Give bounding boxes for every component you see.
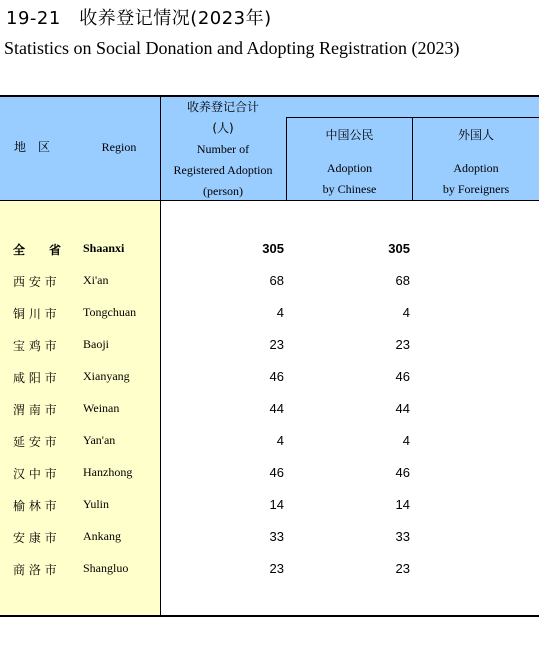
table-row (0, 361, 539, 393)
row-region-cn: 铜 川 市 (13, 307, 57, 321)
header-subrule (286, 117, 539, 118)
row-chinese: 68 (395, 273, 410, 288)
row-region-en: Xi'an (83, 273, 109, 287)
table-row (0, 329, 539, 361)
row-region-en: Hanzhong (83, 465, 133, 479)
row-region-cn: 全 省 (13, 243, 62, 257)
row-region-cn: 延 安 市 (13, 435, 57, 449)
row-total: 33 (269, 529, 284, 544)
row-region-cn: 安 康 市 (13, 531, 57, 545)
row-total: 23 (269, 337, 284, 352)
row-total: 4 (276, 433, 284, 448)
row-chinese: 23 (395, 561, 410, 576)
row-chinese: 305 (388, 241, 410, 256)
header-total-cn2: (人) (212, 121, 234, 135)
row-total: 46 (269, 465, 284, 480)
row-chinese: 46 (395, 369, 410, 384)
row-chinese: 4 (402, 433, 410, 448)
row-region-en: Yan'an (83, 433, 116, 447)
row-region-en: Yulin (83, 497, 110, 511)
table-row (0, 233, 539, 265)
row-region-en: Xianyang (83, 369, 130, 383)
row-region-en: Shangluo (83, 561, 129, 575)
row-region-en: Tongchuan (83, 305, 137, 319)
header-total-en1: Number of (196, 142, 250, 156)
table-row (0, 393, 539, 425)
table-title-en: Statistics on Social Donation and Adopting Registration (2023) (4, 38, 460, 58)
row-region-cn: 榆 林 市 (13, 499, 57, 513)
table-row (0, 425, 539, 457)
row-chinese: 23 (395, 337, 410, 352)
row-chinese: 14 (395, 497, 410, 512)
header-region-en: Region (101, 140, 137, 154)
row-region-en: Ankang (83, 529, 121, 543)
row-total: 44 (269, 401, 284, 416)
row-total: 14 (269, 497, 284, 512)
header-chinese-cn: 中国公民 (325, 128, 374, 142)
header-total (160, 97, 286, 202)
table-row (0, 521, 539, 553)
row-chinese: 44 (395, 401, 410, 416)
table-row (0, 297, 539, 329)
header-foreign-en1: Adoption (453, 161, 499, 175)
header-chinese-en1: Adoption (326, 161, 373, 175)
header-region-cn: 地 区 (14, 140, 51, 154)
row-region-en: Baoji (83, 337, 109, 351)
row-total: 46 (269, 369, 284, 384)
row-region-cn: 西 安 市 (13, 275, 57, 289)
row-total: 23 (269, 561, 284, 576)
row-region-cn: 宝 鸡 市 (13, 339, 57, 353)
header-chinese-en2: by Chinese (322, 182, 377, 196)
table-row (0, 265, 539, 297)
row-total: 68 (269, 273, 284, 288)
row-region-cn: 汉 中 市 (13, 467, 57, 481)
row-chinese: 4 (402, 305, 410, 320)
row-region-en: Shaanxi (83, 241, 125, 255)
header-total-cn1: 收养登记合计 (186, 100, 259, 114)
row-region-cn: 咸 阳 市 (13, 371, 57, 385)
row-region-cn: 渭 南 市 (13, 403, 57, 417)
header-total-en3: (person) (203, 184, 243, 198)
header-chinese (287, 125, 412, 200)
row-chinese: 33 (395, 529, 410, 544)
row-total: 4 (276, 305, 284, 320)
header-foreign-cn: 外国人 (457, 128, 494, 142)
row-total: 305 (262, 241, 284, 256)
header-total-en2: Registered Adoption (173, 163, 273, 177)
table-title-cn: 19-21 收养登记情况(2023年) (6, 8, 272, 29)
row-region-en: Weinan (83, 401, 120, 415)
header-foreign (413, 125, 539, 200)
table-row (0, 489, 539, 521)
table-bottom-rule (0, 615, 539, 617)
table-row (0, 553, 539, 585)
row-region-cn: 商 洛 市 (13, 563, 57, 577)
table-row (0, 457, 539, 489)
data-table (0, 95, 539, 617)
row-chinese: 46 (395, 465, 410, 480)
header-foreign-en2: by Foreigners (442, 182, 510, 196)
